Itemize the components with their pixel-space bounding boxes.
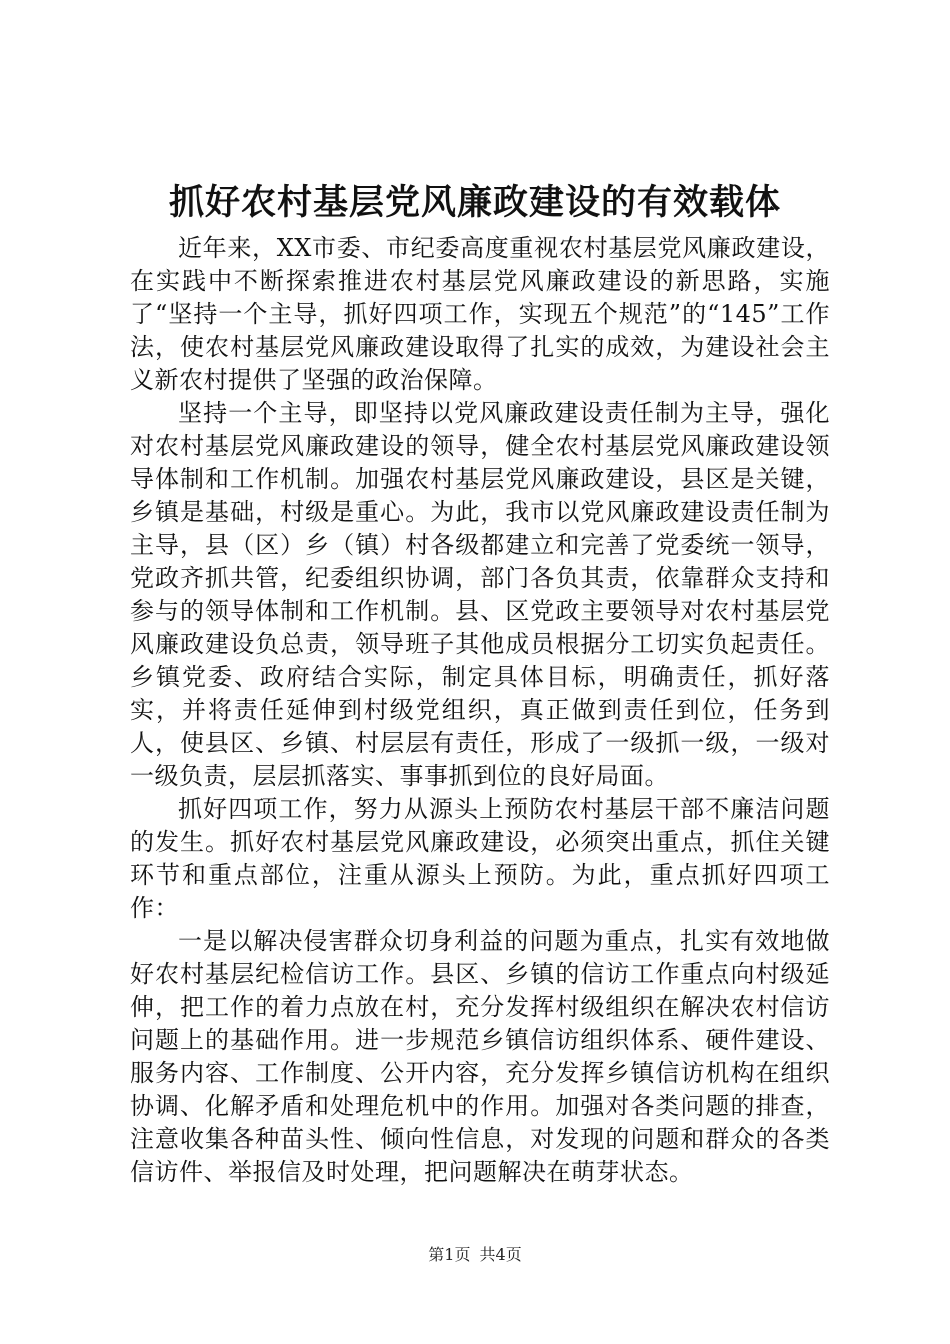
- document-title: 抓好农村基层党风廉政建设的有效载体: [168, 182, 781, 223]
- page-number: 第1页: [428, 1245, 471, 1264]
- paragraph-one-leading: 坚持一个主导，即坚持以党风廉政建设责任制为主导，强化对农村基层党风廉政建设的领导，健全农村基层党风廉政建设领导体制和工作机制。加强农村基层党风廉政建设，县区是关键，乡镇是基础，村级是重心。为此，我市以党风廉政建设责任制为主导，县（区）乡（镇）村各级都建立和完善了党委统一领导，党政齐抓共管，纪委组织协调，部门各负其责，依靠群众支持和参与的领导体制和工作机制。县、区党政主要领导对农村基层党风廉政建设负总责，领导班子其他成员根据分工切实负起责任。乡镇党委、政府结合实际，制定具体目标，明确责任，抓好落实，并将责任延伸到村级党组织，真正做到责任到位，任务到人，使县区、乡镇、村层层有责任，形成了一级抓一级，一级对一级负责，层层抓落实、事事抓到位的良好局面。: [130, 399, 830, 790]
- page-total: 共4页: [479, 1245, 522, 1264]
- page-footer: [0, 1244, 950, 1266]
- document-body: [130, 232, 830, 1189]
- paragraph-intro: 近年来，XX市委、市纪委高度重视农村基层党风廉政建设，在实践中不断探索推进农村基层党风廉政建设的新思路，实施了“坚持一个主导，抓好四项工作，实现五个规范”的“145”工作法，使农村基层党风廉政建设取得了扎实的成效，为建设社会主义新农村提供了坚强的政治保障。: [130, 234, 830, 394]
- paragraph-four-tasks: 抓好四项工作，努力从源头上预防农村基层干部不廉洁问题的发生。抓好农村基层党风廉政建设，必须突出重点，抓住关键环节和重点部位，注重从源头上预防。为此，重点抓好四项工作：: [130, 795, 830, 922]
- paragraph-task-one: 一是以解决侵害群众切身利益的问题为重点，扎实有效地做好农村基层纪检信访工作。县区、乡镇的信访工作重点向村级延伸，把工作的着力点放在村，充分发挥村级组织在解决农村信访问题上的基础作用。进一步规范乡镇信访组织体系、硬件建设、服务内容、工作制度、公开内容，充分发挥乡镇信访机构在组织协调、化解矛盾和处理危机中的作用。加强对各类问题的排查，注意收集各种苗头性、倾向性信息，对发现的问题和群众的各类信访件、举报信及时处理，把问题解决在萌芽状态。: [130, 927, 830, 1186]
